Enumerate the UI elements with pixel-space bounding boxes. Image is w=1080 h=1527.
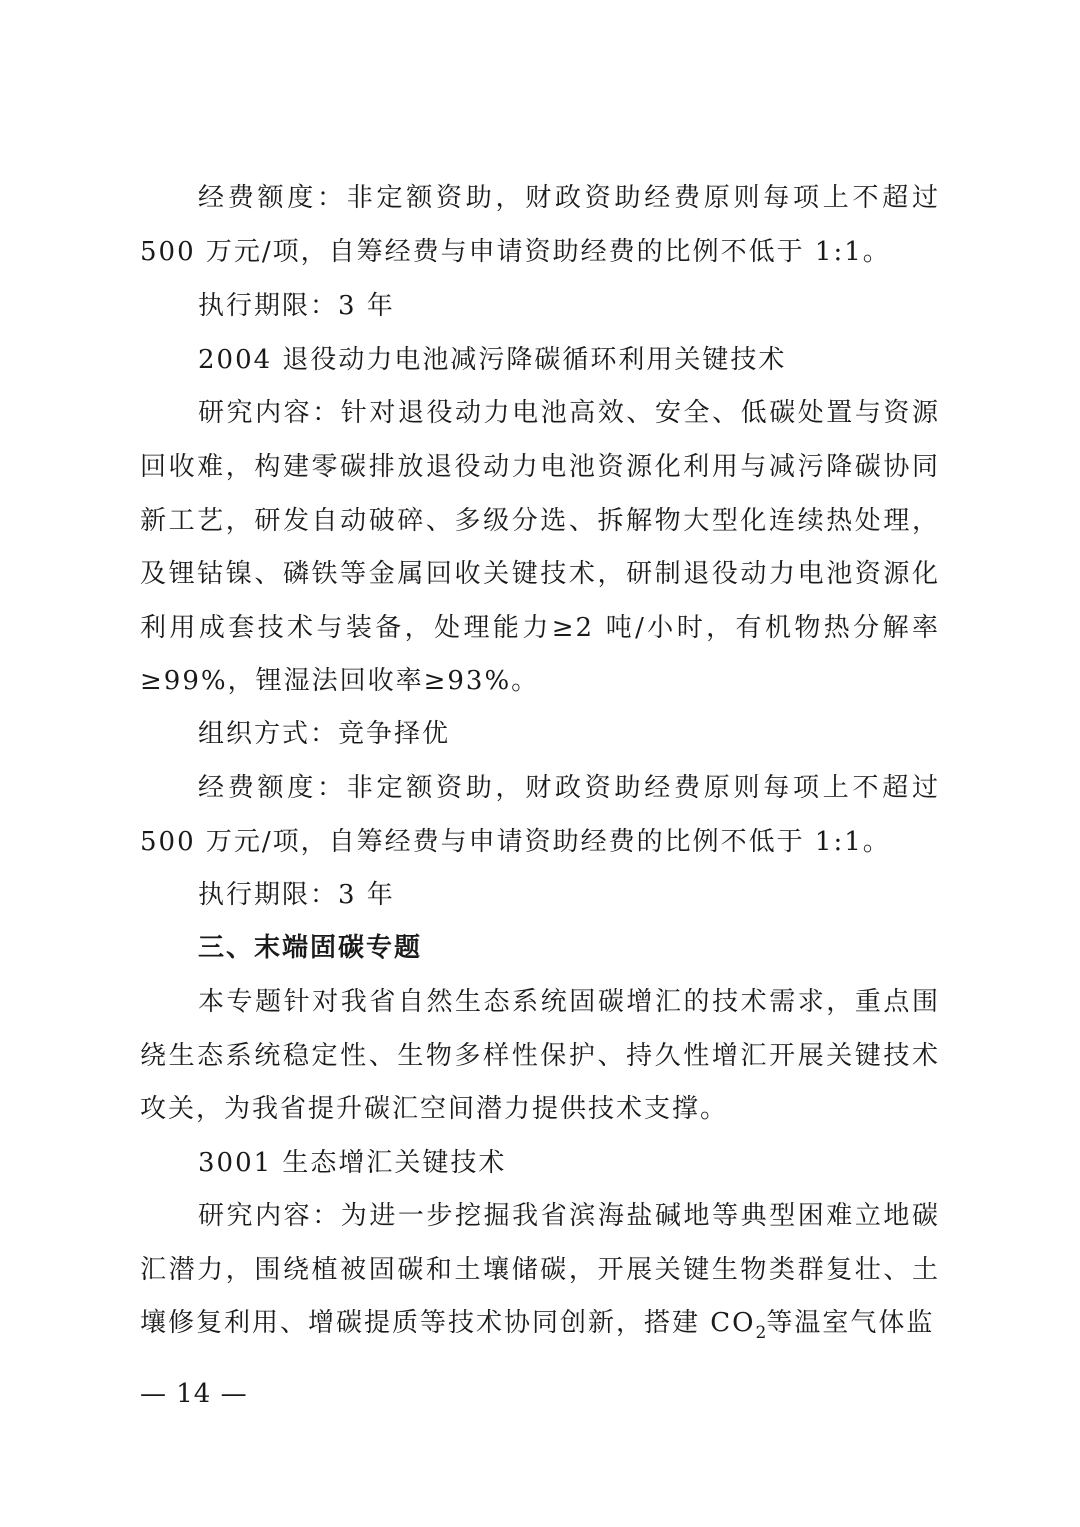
paragraph-line: 及锂钴镍、磷铁等金属回收关键技术，研制退役动力电池资源化 xyxy=(140,559,940,589)
paragraph-line: 执行期限：3 年 xyxy=(198,291,395,321)
paragraph-line: 执行期限：3 年 xyxy=(198,880,395,910)
paragraph-line: 利用成套技术与装备，处理能力≥2 吨/小时，有机物热分解率 xyxy=(140,613,940,643)
line-text: 壤修复利用、增碳提质等技术协同创新，搭建 CO xyxy=(140,1308,756,1338)
subscript: 2 xyxy=(755,1323,767,1343)
project-title: 3001 生态增汇关键技术 xyxy=(198,1148,507,1178)
paragraph-line: 组织方式：竞争择优 xyxy=(198,719,451,749)
paragraph-line: 攻关，为我省提升碳汇空间潜力提供技术支撑。 xyxy=(140,1094,729,1124)
paragraph-line: 经费额度：非定额资助，财政资助经费原则每项上不超过 xyxy=(198,183,940,213)
paragraph-line: 经费额度：非定额资助，财政资助经费原则每项上不超过 xyxy=(198,773,940,803)
paragraph-line: ≥99%，锂湿法回收率≥93%。 xyxy=(140,666,540,696)
section-heading: 三、末端固碳专题 xyxy=(198,933,423,963)
paragraph-line: 500 万元/项，自筹经费与申请资助经费的比例不低于 1:1。 xyxy=(140,827,891,857)
page-number: — 14 — xyxy=(140,1379,248,1409)
paragraph-line: 研究内容：为进一步挖掘我省滨海盐碱地等典型困难立地碳 xyxy=(198,1201,940,1231)
project-title: 2004 退役动力电池减污降碳循环利用关键技术 xyxy=(198,345,787,375)
paragraph-line: 研究内容：针对退役动力电池高效、安全、低碳处置与资源 xyxy=(198,398,940,428)
paragraph-line: 本专题针对我省自然生态系统固碳增汇的技术需求，重点围 xyxy=(198,987,940,1017)
paragraph-line: 新工艺，研发自动破碎、多级分选、拆解物大型化连续热处理， xyxy=(140,506,940,536)
paragraph-line xyxy=(140,1307,940,1342)
paragraph-line: 汇潜力，围绕植被固碳和土壤储碳，开展关键生物类群复壮、土 xyxy=(140,1255,940,1285)
paragraph-line: 回收难，构建零碳排放退役动力电池资源化利用与减污降碳协同 xyxy=(140,452,940,482)
paragraph-line: 绕生态系统稳定性、生物多样性保护、持久性增汇开展关键技术 xyxy=(140,1041,940,1071)
line-text: 等温室气体监 xyxy=(766,1308,935,1338)
paragraph-line: 500 万元/项，自筹经费与申请资助经费的比例不低于 1:1。 xyxy=(140,237,891,267)
